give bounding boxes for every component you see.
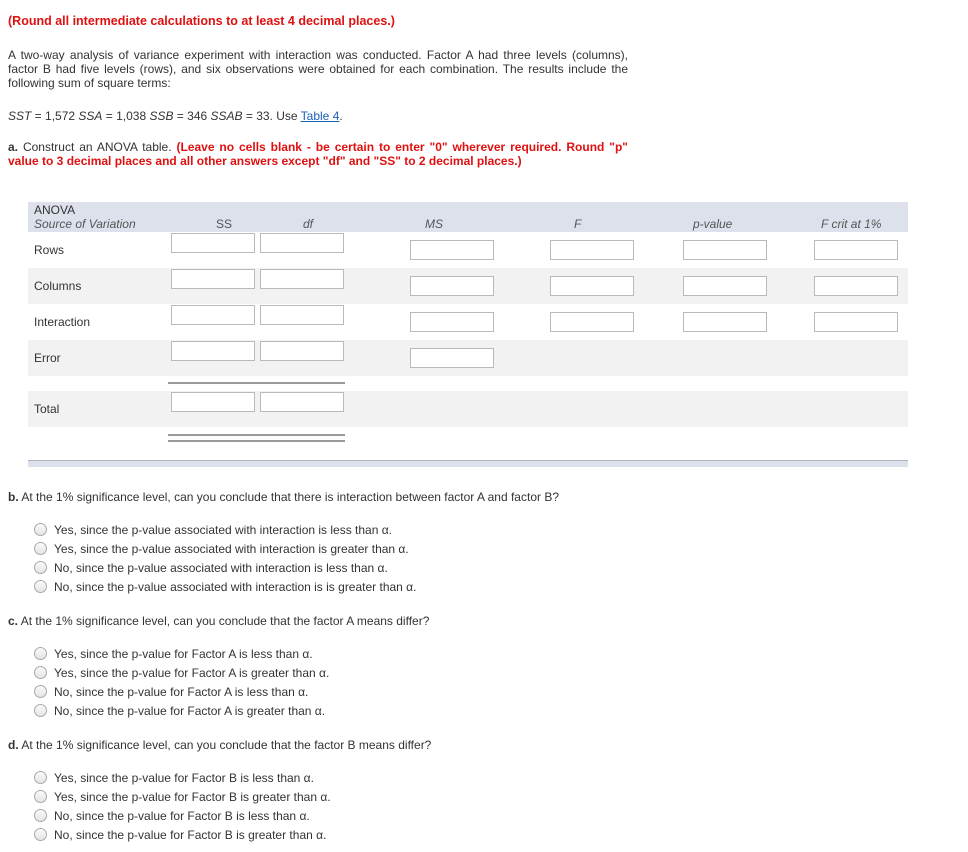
rows-ss-input[interactable]	[171, 233, 255, 253]
radio-icon[interactable]	[34, 828, 47, 841]
part-c-text: At the 1% significance level, can you conclude that the factor A means differ?	[20, 614, 430, 628]
interaction-ms-input[interactable]	[410, 312, 494, 332]
header-source: Source of Variation	[34, 217, 136, 231]
sum-of-squares-terms	[8, 109, 343, 123]
option-label: Yes, since the p-value for Factor A is greater than α.	[54, 666, 330, 680]
terms-period: .	[339, 109, 343, 123]
header-p-value: p-value	[693, 217, 733, 231]
error-ms-input[interactable]	[410, 348, 494, 368]
total-double-line-bottom	[168, 440, 345, 442]
option-label: No, since the p-value associated with interaction is is greater than α.	[54, 580, 417, 594]
header-f: F	[574, 217, 582, 231]
part-d-option-2[interactable]	[34, 788, 331, 806]
rows-df-input[interactable]	[260, 233, 344, 253]
columns-p-value-input[interactable]	[683, 276, 767, 296]
anova-table	[28, 202, 908, 468]
total-ss-input[interactable]	[171, 392, 255, 412]
table-bottom-bar	[28, 460, 908, 467]
part-d-question	[8, 738, 431, 752]
interaction-df-input[interactable]	[260, 305, 344, 325]
row-label: Rows	[34, 243, 65, 257]
part-b-text: At the 1% significance level, can you conclude that there is interaction between factor A and factor B?	[21, 490, 559, 504]
ssb-label: SSB	[149, 109, 174, 123]
part-d-prefix: d.	[8, 738, 19, 752]
row-rows	[28, 232, 908, 268]
header-df: df	[303, 217, 314, 231]
anova-header	[28, 202, 908, 232]
row-label: Interaction	[34, 315, 91, 329]
radio-icon[interactable]	[34, 580, 47, 593]
ssa-value: = 1,038	[102, 109, 150, 123]
sst-label: SST	[8, 109, 32, 123]
rows-ms-input[interactable]	[410, 240, 494, 260]
columns-df-input[interactable]	[260, 269, 344, 289]
radio-icon[interactable]	[34, 790, 47, 803]
option-label: Yes, since the p-value associated with interaction is greater than α.	[54, 542, 409, 556]
row-interaction	[28, 304, 908, 340]
row-error	[28, 340, 908, 376]
option-label: Yes, since the p-value for Factor B is less than α.	[54, 771, 314, 785]
interaction-f-crit-input[interactable]	[814, 312, 898, 332]
ssab-label: SSAB	[210, 109, 243, 123]
interaction-ss-input[interactable]	[171, 305, 255, 325]
radio-icon[interactable]	[34, 647, 47, 660]
total-separator-line	[168, 382, 345, 384]
header-f-crit: F crit at 1%	[821, 217, 882, 231]
option-label: Yes, since the p-value for Factor A is less than α.	[54, 647, 313, 661]
part-b-option-4[interactable]	[34, 578, 416, 596]
radio-icon[interactable]	[34, 771, 47, 784]
radio-icon[interactable]	[34, 561, 47, 574]
part-d-option-3[interactable]	[34, 807, 310, 825]
rows-p-value-input[interactable]	[683, 240, 767, 260]
part-a-note: (Leave no cells blank - be certain to enter "0" wherever required. Round "p" value to 3 decimal places and all other answers except "df" and "SS" to 2 decimal places.)	[8, 140, 628, 168]
option-label: No, since the p-value for Factor A is less than α.	[54, 685, 309, 699]
part-b-option-2[interactable]	[34, 540, 409, 558]
header-ss: SS	[216, 217, 233, 231]
option-label: No, since the p-value for Factor B is greater than α.	[54, 828, 327, 842]
part-d-text: At the 1% significance level, can you conclude that the factor B means differ?	[21, 738, 432, 752]
option-label: No, since the p-value associated with interaction is less than α.	[54, 561, 388, 575]
part-d-option-4[interactable]	[34, 826, 326, 844]
sst-value: = 1,572	[31, 109, 79, 123]
rounding-instructions: (Round all intermediate calculations to at least 4 decimal places.)	[8, 14, 395, 28]
radio-icon[interactable]	[34, 704, 47, 717]
part-b-prefix: b.	[8, 490, 19, 504]
part-c-option-4[interactable]	[34, 702, 325, 720]
part-c-option-2[interactable]	[34, 664, 329, 682]
radio-icon[interactable]	[34, 666, 47, 679]
ssa-label: SSA	[78, 109, 103, 123]
part-c-prefix: c.	[8, 614, 19, 628]
part-c-option-3[interactable]	[34, 683, 308, 701]
option-label: Yes, since the p-value associated with interaction is less than α.	[54, 523, 393, 537]
radio-icon[interactable]	[34, 809, 47, 822]
error-ss-input[interactable]	[171, 341, 255, 361]
row-total	[28, 391, 908, 427]
option-label: Yes, since the p-value for Factor B is greater than α.	[54, 790, 331, 804]
row-label: Columns	[34, 279, 82, 293]
row-label: Total	[34, 402, 60, 416]
columns-ss-input[interactable]	[171, 269, 255, 289]
total-df-input[interactable]	[260, 392, 344, 412]
option-label: No, since the p-value for Factor B is less than α.	[54, 809, 310, 823]
header-ms: MS	[425, 217, 443, 231]
part-a-prefix: a.	[8, 140, 19, 154]
problem-statement: A two-way analysis of variance experiment with interaction was conducted. Factor A had three levels (columns), factor B had five levels (rows), and six observations were obtained for each combination. The results include the following sum of square terms:	[8, 48, 628, 90]
radio-icon[interactable]	[34, 542, 47, 555]
ssb-value: = 346	[173, 109, 211, 123]
part-b-option-1[interactable]	[34, 521, 392, 539]
interaction-f-input[interactable]	[550, 312, 634, 332]
option-label: No, since the p-value for Factor A is greater than α.	[54, 704, 326, 718]
table-4-link[interactable]: Table 4	[300, 109, 340, 123]
part-b-question	[8, 490, 559, 504]
part-c-option-1[interactable]	[34, 645, 313, 663]
columns-f-input[interactable]	[550, 276, 634, 296]
radio-icon[interactable]	[34, 685, 47, 698]
radio-icon[interactable]	[34, 523, 47, 536]
anova-title: ANOVA	[34, 203, 76, 217]
rows-f-crit-input[interactable]	[814, 240, 898, 260]
columns-f-crit-input[interactable]	[814, 276, 898, 296]
part-a	[8, 140, 628, 168]
part-b-option-3[interactable]	[34, 559, 388, 577]
rows-f-input[interactable]	[550, 240, 634, 260]
part-a-text: Construct an ANOVA table.	[22, 140, 172, 154]
interaction-p-value-input[interactable]	[683, 312, 767, 332]
part-d-option-1[interactable]	[34, 769, 314, 787]
row-label: Error	[34, 351, 61, 365]
ssab-value: = 33. Use	[242, 109, 301, 123]
part-c-question	[8, 614, 429, 628]
columns-ms-input[interactable]	[410, 276, 494, 296]
row-columns	[28, 268, 908, 304]
total-double-line-top	[168, 434, 345, 436]
error-df-input[interactable]	[260, 341, 344, 361]
